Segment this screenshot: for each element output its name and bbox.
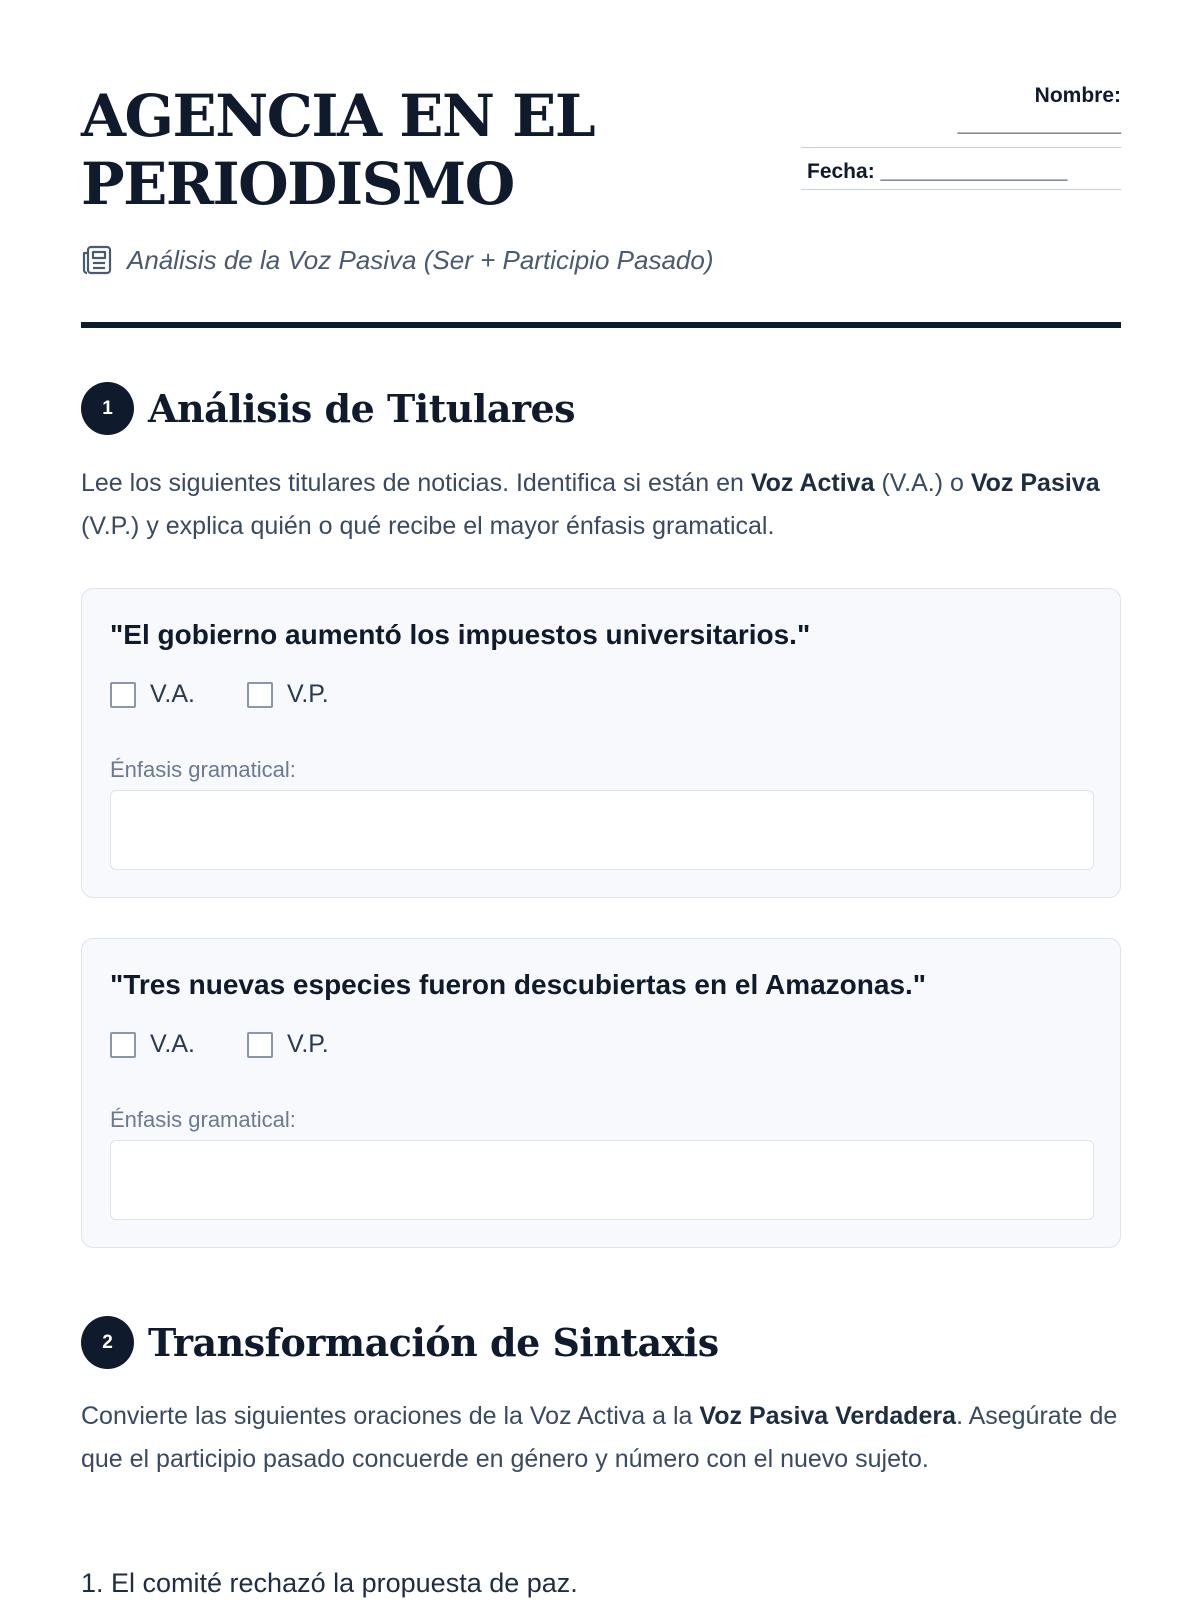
subtitle-text: Análisis de la Voz Pasiva (Ser + Participio Pasado) — [127, 244, 714, 275]
header-divider — [81, 322, 1121, 328]
subtitle — [81, 244, 714, 276]
section-2-heading — [81, 1316, 719, 1369]
page-title — [81, 82, 594, 218]
enfasis-label: Énfasis gramatical: — [110, 1107, 296, 1132]
section-title: Análisis de Titulares — [148, 386, 576, 431]
title-line-1: AGENCIA EN EL — [81, 82, 595, 150]
section-2-instructions: Convierte las siguientes oraciones de la Voz Activa a la Voz Pasiva Verdadera. Asegúrate de que el participio pasado concuerde en género y número con el nuevo sujeto. — [81, 1402, 1118, 1473]
exercise-item: 1. El comité rechazó la propuesta de paz. — [81, 1568, 578, 1598]
checkbox[interactable] — [247, 1032, 273, 1058]
enfasis-answer-field[interactable] — [110, 1140, 1094, 1220]
worksheet-header — [81, 80, 1121, 330]
nombre-label: Nombre: — [1034, 84, 1121, 107]
section-1-heading — [81, 382, 575, 435]
option-vp[interactable]: V.P. — [247, 1030, 329, 1059]
option-va[interactable]: V.A. — [110, 1030, 195, 1059]
checkbox[interactable] — [110, 1032, 136, 1058]
fecha-field[interactable]: Fecha: ________________ — [801, 148, 1121, 190]
nombre-blank[interactable]: ______________ — [801, 108, 1121, 148]
option-vp[interactable]: V.P. — [247, 680, 329, 709]
title-line-2: PERIODISMO — [81, 150, 514, 218]
headline-text: "Tres nuevas especies fueron descubiertas en el Amazonas." — [110, 969, 927, 1000]
voice-options — [110, 1030, 329, 1059]
headline-text: "El gobierno aumentó los impuestos universitarios." — [110, 619, 811, 650]
enfasis-answer-field[interactable] — [110, 790, 1094, 870]
option-va[interactable]: V.A. — [110, 680, 195, 709]
enfasis-label: Énfasis gramatical: — [110, 757, 296, 782]
section-number-badge: 2 — [81, 1316, 134, 1369]
section-number-badge: 1 — [81, 382, 134, 435]
voice-options — [110, 680, 329, 709]
headline-card — [81, 938, 1121, 1248]
checkbox[interactable] — [110, 682, 136, 708]
checkbox[interactable] — [247, 682, 273, 708]
section-title: Transformación de Sintaxis — [148, 1320, 719, 1365]
headline-card — [81, 588, 1121, 898]
student-info — [801, 80, 1121, 190]
newspaper-icon — [81, 244, 113, 276]
section-1-instructions: Lee los siguientes titulares de noticias. Identifica si están en Voz Activa (V.A.) o Voz Pasiva (V.P.) y explica quién o qué recibe el mayor énfasis gramatical. — [81, 469, 1100, 540]
